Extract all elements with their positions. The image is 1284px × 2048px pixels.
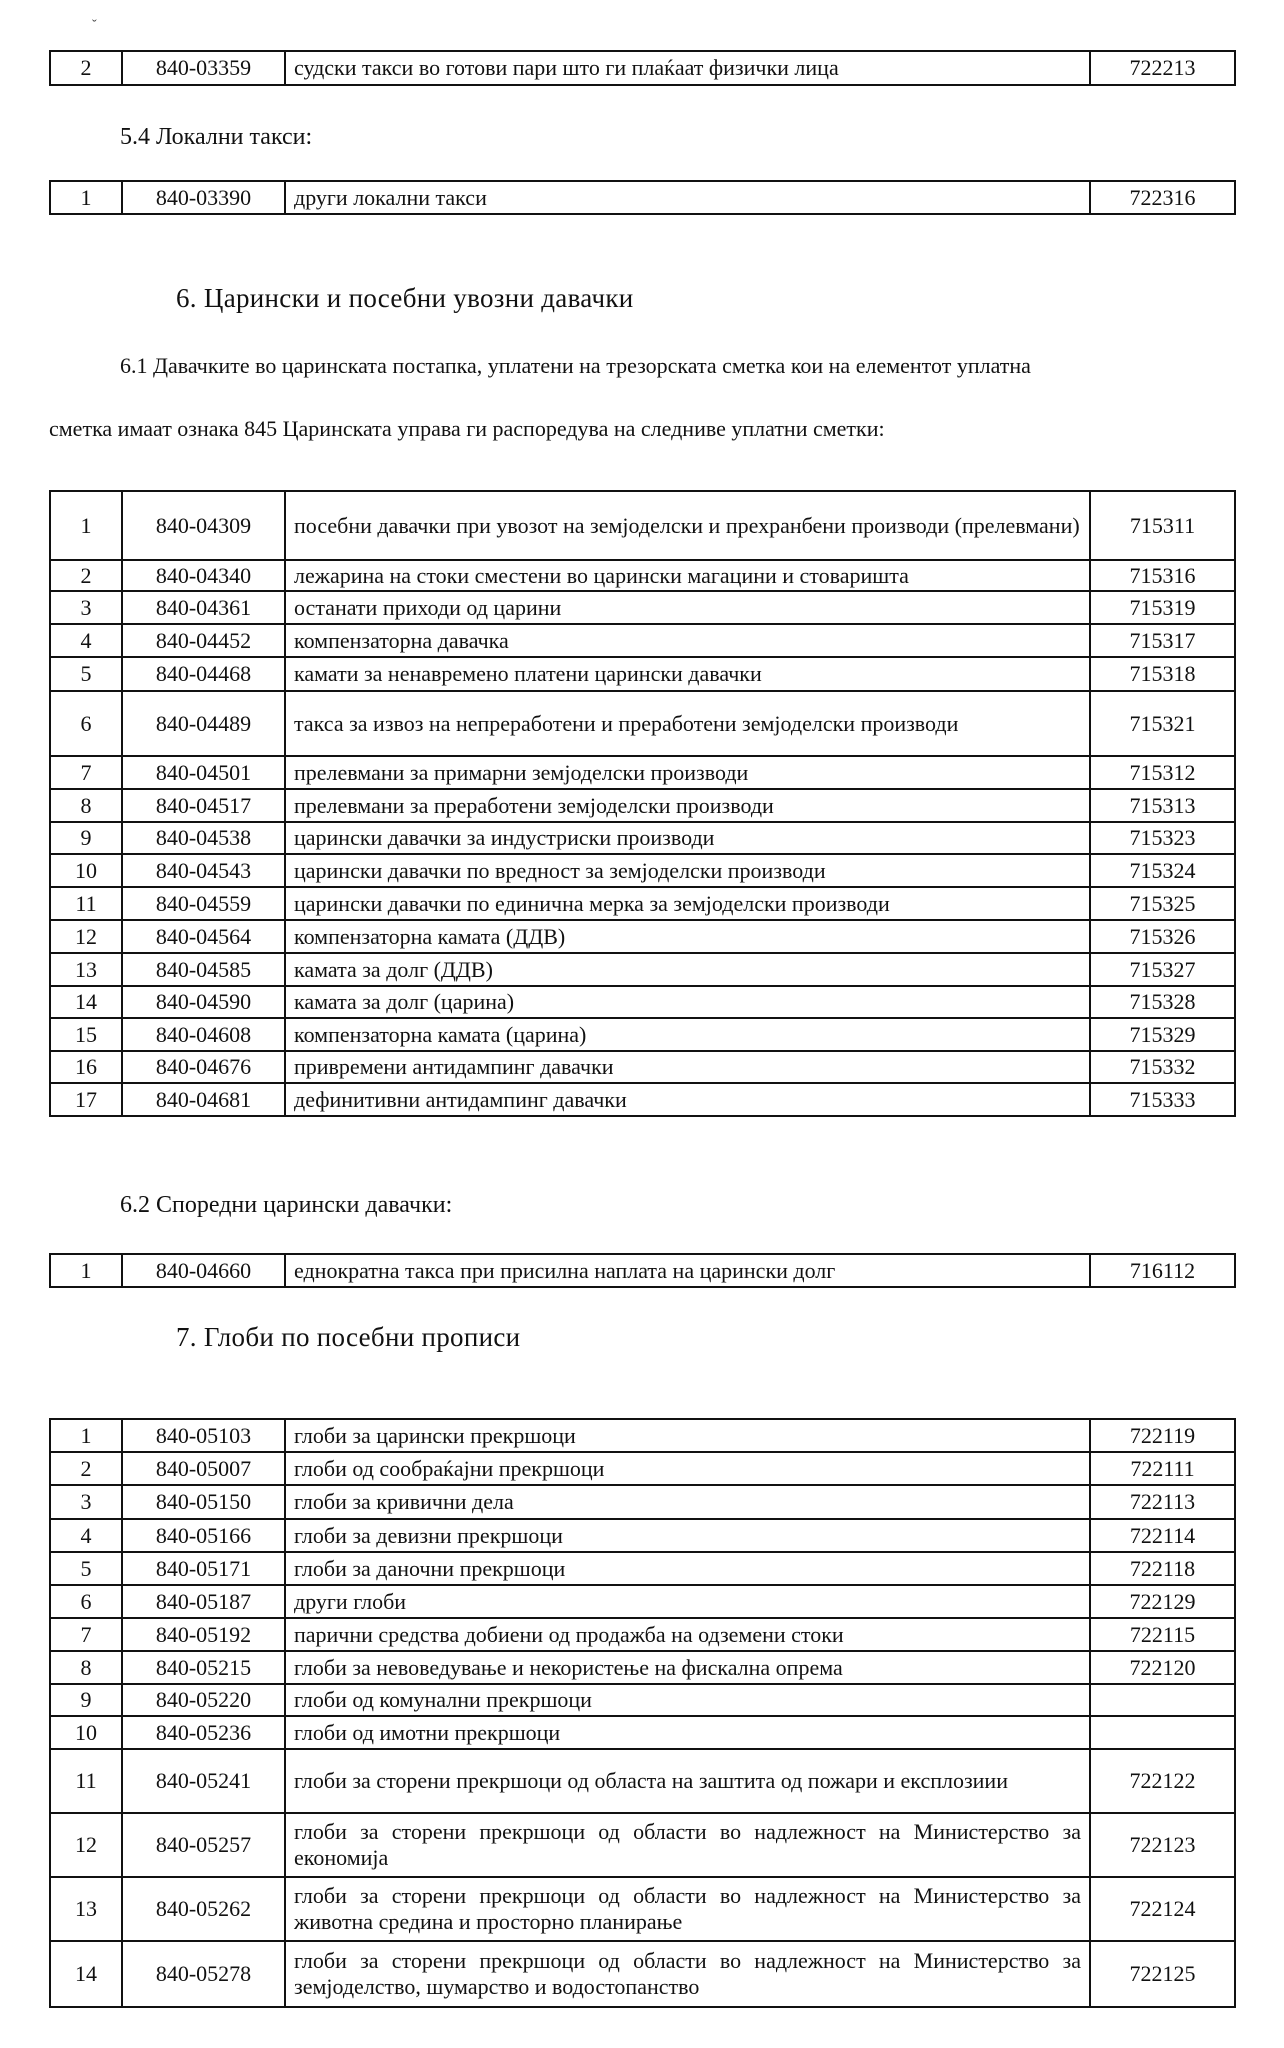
row-description: глоби од сообраќајни прекршоци xyxy=(285,1452,1090,1485)
row-description: парични средства добиени од продажба на одземени стоки xyxy=(285,1618,1090,1651)
revenue-code: 715312 xyxy=(1090,756,1235,789)
row-description: глоби за невоведување и некористење на фискална опрема xyxy=(285,1651,1090,1684)
table-row xyxy=(50,691,1235,756)
revenue-code: 722122 xyxy=(1090,1749,1235,1813)
row-number: 6 xyxy=(50,1585,122,1618)
table-row xyxy=(50,591,1235,624)
row-description: компензаторна камата (царина) xyxy=(285,1018,1090,1051)
table-row xyxy=(50,1716,1235,1749)
row-description: судски такси во готови пари што ги плаќаат физички лица xyxy=(285,51,1090,85)
account-code: 840-04452 xyxy=(122,624,285,657)
account-code: 840-04676 xyxy=(122,1051,285,1083)
table-row xyxy=(50,953,1235,986)
local-fees-table xyxy=(49,180,1236,215)
row-description: глоби за сторени прекршоци од области во надлежност на Министерство за економија xyxy=(285,1813,1090,1877)
row-description: лежарина на стоки сместени во царински магацини и стоваришта xyxy=(285,560,1090,591)
row-description: глоби од имотни прекршоци xyxy=(285,1716,1090,1749)
row-description: царински давачки по единична мерка за земјоделски производи xyxy=(285,887,1090,920)
revenue-code: 715321 xyxy=(1090,691,1235,756)
table-row xyxy=(50,1254,1235,1287)
account-code: 840-05215 xyxy=(122,1651,285,1684)
account-code: 840-05236 xyxy=(122,1716,285,1749)
row-number: 1 xyxy=(50,1419,122,1452)
account-code: 840-04468 xyxy=(122,657,285,691)
row-number: 14 xyxy=(50,986,122,1018)
row-number: 11 xyxy=(50,887,122,920)
account-code: 840-03390 xyxy=(122,181,285,214)
account-code: 840-05007 xyxy=(122,1452,285,1485)
row-description: глоби за сторени прекршоци од области во надлежност на Министерство за земјоделство, шумарство и водостопанство xyxy=(285,1941,1090,2007)
account-code: 840-05241 xyxy=(122,1749,285,1813)
revenue-code: 715323 xyxy=(1090,822,1235,854)
revenue-code: 715316 xyxy=(1090,560,1235,591)
account-code: 840-04559 xyxy=(122,887,285,920)
row-description: камата за долг (ДДВ) xyxy=(285,953,1090,986)
section-7-heading: 7. Глоби по посебни прописи xyxy=(176,1322,521,1352)
row-number: 5 xyxy=(50,1552,122,1585)
row-description: компензаторна давачка xyxy=(285,624,1090,657)
row-description: глоби од комунални прекршоци xyxy=(285,1684,1090,1716)
table-row xyxy=(50,560,1235,591)
account-code: 840-04309 xyxy=(122,491,285,560)
account-code: 840-05257 xyxy=(122,1813,285,1877)
account-code: 840-04681 xyxy=(122,1083,285,1116)
table-row xyxy=(50,181,1235,214)
table-row xyxy=(50,1749,1235,1813)
scan-speck: ˇ xyxy=(92,18,97,33)
row-description: глоби за сторени прекршоци од области во надлежност на Министерство за животна средина и просторно планирање xyxy=(285,1877,1090,1941)
table-row xyxy=(50,1519,1235,1552)
revenue-code: 715324 xyxy=(1090,854,1235,887)
row-number: 10 xyxy=(50,1716,122,1749)
row-number: 9 xyxy=(50,1684,122,1716)
table-row xyxy=(50,1051,1235,1083)
table-row xyxy=(50,756,1235,789)
account-code: 840-05171 xyxy=(122,1552,285,1585)
revenue-code: 715318 xyxy=(1090,657,1235,691)
row-description: други глоби xyxy=(285,1585,1090,1618)
table-row xyxy=(50,1618,1235,1651)
row-number: 2 xyxy=(50,1452,122,1485)
row-description: камата за долг (царина) xyxy=(285,986,1090,1018)
section-6-1-paragraph-line-2: сметка имаат ознака 845 Царинската управа ги распоредува на следниве уплатни сметки: xyxy=(49,416,885,441)
revenue-code: 722316 xyxy=(1090,181,1235,214)
revenue-code: 722120 xyxy=(1090,1651,1235,1684)
account-code: 840-04564 xyxy=(122,920,285,953)
table-row xyxy=(50,1651,1235,1684)
row-number: 1 xyxy=(50,181,122,214)
account-code: 840-05192 xyxy=(122,1618,285,1651)
revenue-code xyxy=(1090,1716,1235,1749)
row-number: 17 xyxy=(50,1083,122,1116)
account-code: 840-05278 xyxy=(122,1941,285,2007)
table-row xyxy=(50,1018,1235,1051)
account-code: 840-04489 xyxy=(122,691,285,756)
revenue-code: 716112 xyxy=(1090,1254,1235,1287)
table-row xyxy=(50,1877,1235,1941)
table-row xyxy=(50,657,1235,691)
revenue-code: 715326 xyxy=(1090,920,1235,953)
revenue-code: 715327 xyxy=(1090,953,1235,986)
row-description: царински давачки по вредност за земјоделски производи xyxy=(285,854,1090,887)
row-number: 8 xyxy=(50,1651,122,1684)
account-code: 840-05103 xyxy=(122,1419,285,1452)
table-row xyxy=(50,789,1235,822)
revenue-code: 722118 xyxy=(1090,1552,1235,1585)
row-description: глоби за царински прекршоци xyxy=(285,1419,1090,1452)
account-code: 840-04608 xyxy=(122,1018,285,1051)
table-row xyxy=(50,1083,1235,1116)
row-description: глоби за сторени прекршоци од областа на заштита од пожари и експлозиии xyxy=(285,1749,1090,1813)
revenue-code: 722213 xyxy=(1090,51,1235,85)
row-number: 3 xyxy=(50,591,122,624)
row-number: 4 xyxy=(50,1519,122,1552)
table-row xyxy=(50,986,1235,1018)
table-row xyxy=(50,51,1235,85)
table-row xyxy=(50,887,1235,920)
row-number: 4 xyxy=(50,624,122,657)
row-number: 12 xyxy=(50,1813,122,1877)
account-code: 840-04590 xyxy=(122,986,285,1018)
row-description: прелевмани за примарни земјоделски производи xyxy=(285,756,1090,789)
account-code: 840-04543 xyxy=(122,854,285,887)
table-row xyxy=(50,491,1235,560)
row-description: други локални такси xyxy=(285,181,1090,214)
section-6-2-heading: 6.2 Споредни царински давачки: xyxy=(120,1192,453,1218)
side-customs-table xyxy=(49,1253,1236,1288)
row-number: 3 xyxy=(50,1485,122,1519)
row-description: еднократна такса при присилна наплата на царински долг xyxy=(285,1254,1090,1287)
account-code: 840-03359 xyxy=(122,51,285,85)
row-description: посебни давачки при увозот на земјоделски и прехранбени производи (прелевмани) xyxy=(285,491,1090,560)
account-code: 840-05166 xyxy=(122,1519,285,1552)
row-number: 7 xyxy=(50,756,122,789)
row-number: 10 xyxy=(50,854,122,887)
row-number: 1 xyxy=(50,491,122,560)
table-row xyxy=(50,822,1235,854)
row-description: глоби за девизни прекршоци xyxy=(285,1519,1090,1552)
table-row xyxy=(50,1552,1235,1585)
row-number: 13 xyxy=(50,1877,122,1941)
revenue-code: 715328 xyxy=(1090,986,1235,1018)
row-description: глоби за кривични дела xyxy=(285,1485,1090,1519)
row-description: останати приходи од царини xyxy=(285,591,1090,624)
table-row xyxy=(50,854,1235,887)
row-description: дефинитивни антидампинг давачки xyxy=(285,1083,1090,1116)
account-code: 840-05262 xyxy=(122,1877,285,1941)
row-number: 6 xyxy=(50,691,122,756)
section-5-4-heading: 5.4 Локални такси: xyxy=(120,124,313,150)
row-number: 2 xyxy=(50,51,122,85)
account-code: 840-05187 xyxy=(122,1585,285,1618)
revenue-code: 715329 xyxy=(1090,1018,1235,1051)
row-number: 13 xyxy=(50,953,122,986)
customs-duties-table xyxy=(49,490,1236,1117)
revenue-code: 715332 xyxy=(1090,1051,1235,1083)
revenue-code: 715333 xyxy=(1090,1083,1235,1116)
account-code: 840-04538 xyxy=(122,822,285,854)
revenue-code: 715311 xyxy=(1090,491,1235,560)
row-description: привремени антидампинг давачки xyxy=(285,1051,1090,1083)
revenue-code: 715317 xyxy=(1090,624,1235,657)
revenue-code: 722113 xyxy=(1090,1485,1235,1519)
revenue-code: 722124 xyxy=(1090,1877,1235,1941)
table-row xyxy=(50,920,1235,953)
table-row xyxy=(50,1419,1235,1452)
row-description: такса за извоз на непреработени и преработени земјоделски производи xyxy=(285,691,1090,756)
row-number: 1 xyxy=(50,1254,122,1287)
revenue-code: 715313 xyxy=(1090,789,1235,822)
court-fees-table xyxy=(49,50,1236,86)
table-row xyxy=(50,1452,1235,1485)
revenue-code: 722129 xyxy=(1090,1585,1235,1618)
fines-table xyxy=(49,1418,1236,2008)
row-description: камати за ненавремено платени царински давачки xyxy=(285,657,1090,691)
row-number: 14 xyxy=(50,1941,122,2007)
revenue-code: 715325 xyxy=(1090,887,1235,920)
account-code: 840-04340 xyxy=(122,560,285,591)
table-row xyxy=(50,1813,1235,1877)
revenue-code: 715319 xyxy=(1090,591,1235,624)
table-row xyxy=(50,1941,1235,2007)
row-number: 5 xyxy=(50,657,122,691)
revenue-code: 722123 xyxy=(1090,1813,1235,1877)
row-description: компензаторна камата (ДДВ) xyxy=(285,920,1090,953)
account-code: 840-04361 xyxy=(122,591,285,624)
section-6-1-paragraph-line-1: 6.1 Давачките во царинската постапка, уплатени на трезорската сметка кои на елементот уплатна xyxy=(120,353,1031,378)
revenue-code xyxy=(1090,1684,1235,1716)
account-code: 840-05150 xyxy=(122,1485,285,1519)
account-code: 840-05220 xyxy=(122,1684,285,1716)
table-row xyxy=(50,624,1235,657)
account-code: 840-04517 xyxy=(122,789,285,822)
row-number: 12 xyxy=(50,920,122,953)
account-code: 840-04501 xyxy=(122,756,285,789)
row-number: 2 xyxy=(50,560,122,591)
revenue-code: 722111 xyxy=(1090,1452,1235,1485)
row-number: 15 xyxy=(50,1018,122,1051)
account-code: 840-04660 xyxy=(122,1254,285,1287)
row-number: 11 xyxy=(50,1749,122,1813)
row-number: 9 xyxy=(50,822,122,854)
row-number: 7 xyxy=(50,1618,122,1651)
account-code: 840-04585 xyxy=(122,953,285,986)
revenue-code: 722119 xyxy=(1090,1419,1235,1452)
row-description: глоби за даночни прекршоци xyxy=(285,1552,1090,1585)
revenue-code: 722125 xyxy=(1090,1941,1235,2007)
revenue-code: 722114 xyxy=(1090,1519,1235,1552)
table-row xyxy=(50,1485,1235,1519)
table-row xyxy=(50,1684,1235,1716)
row-description: прелевмани за преработени земјоделски производи xyxy=(285,789,1090,822)
revenue-code: 722115 xyxy=(1090,1618,1235,1651)
section-6-heading: 6. Царински и посебни увозни давачки xyxy=(176,283,634,313)
table-row xyxy=(50,1585,1235,1618)
row-number: 16 xyxy=(50,1051,122,1083)
row-number: 8 xyxy=(50,789,122,822)
row-description: царински давачки за индустриски производи xyxy=(285,822,1090,854)
